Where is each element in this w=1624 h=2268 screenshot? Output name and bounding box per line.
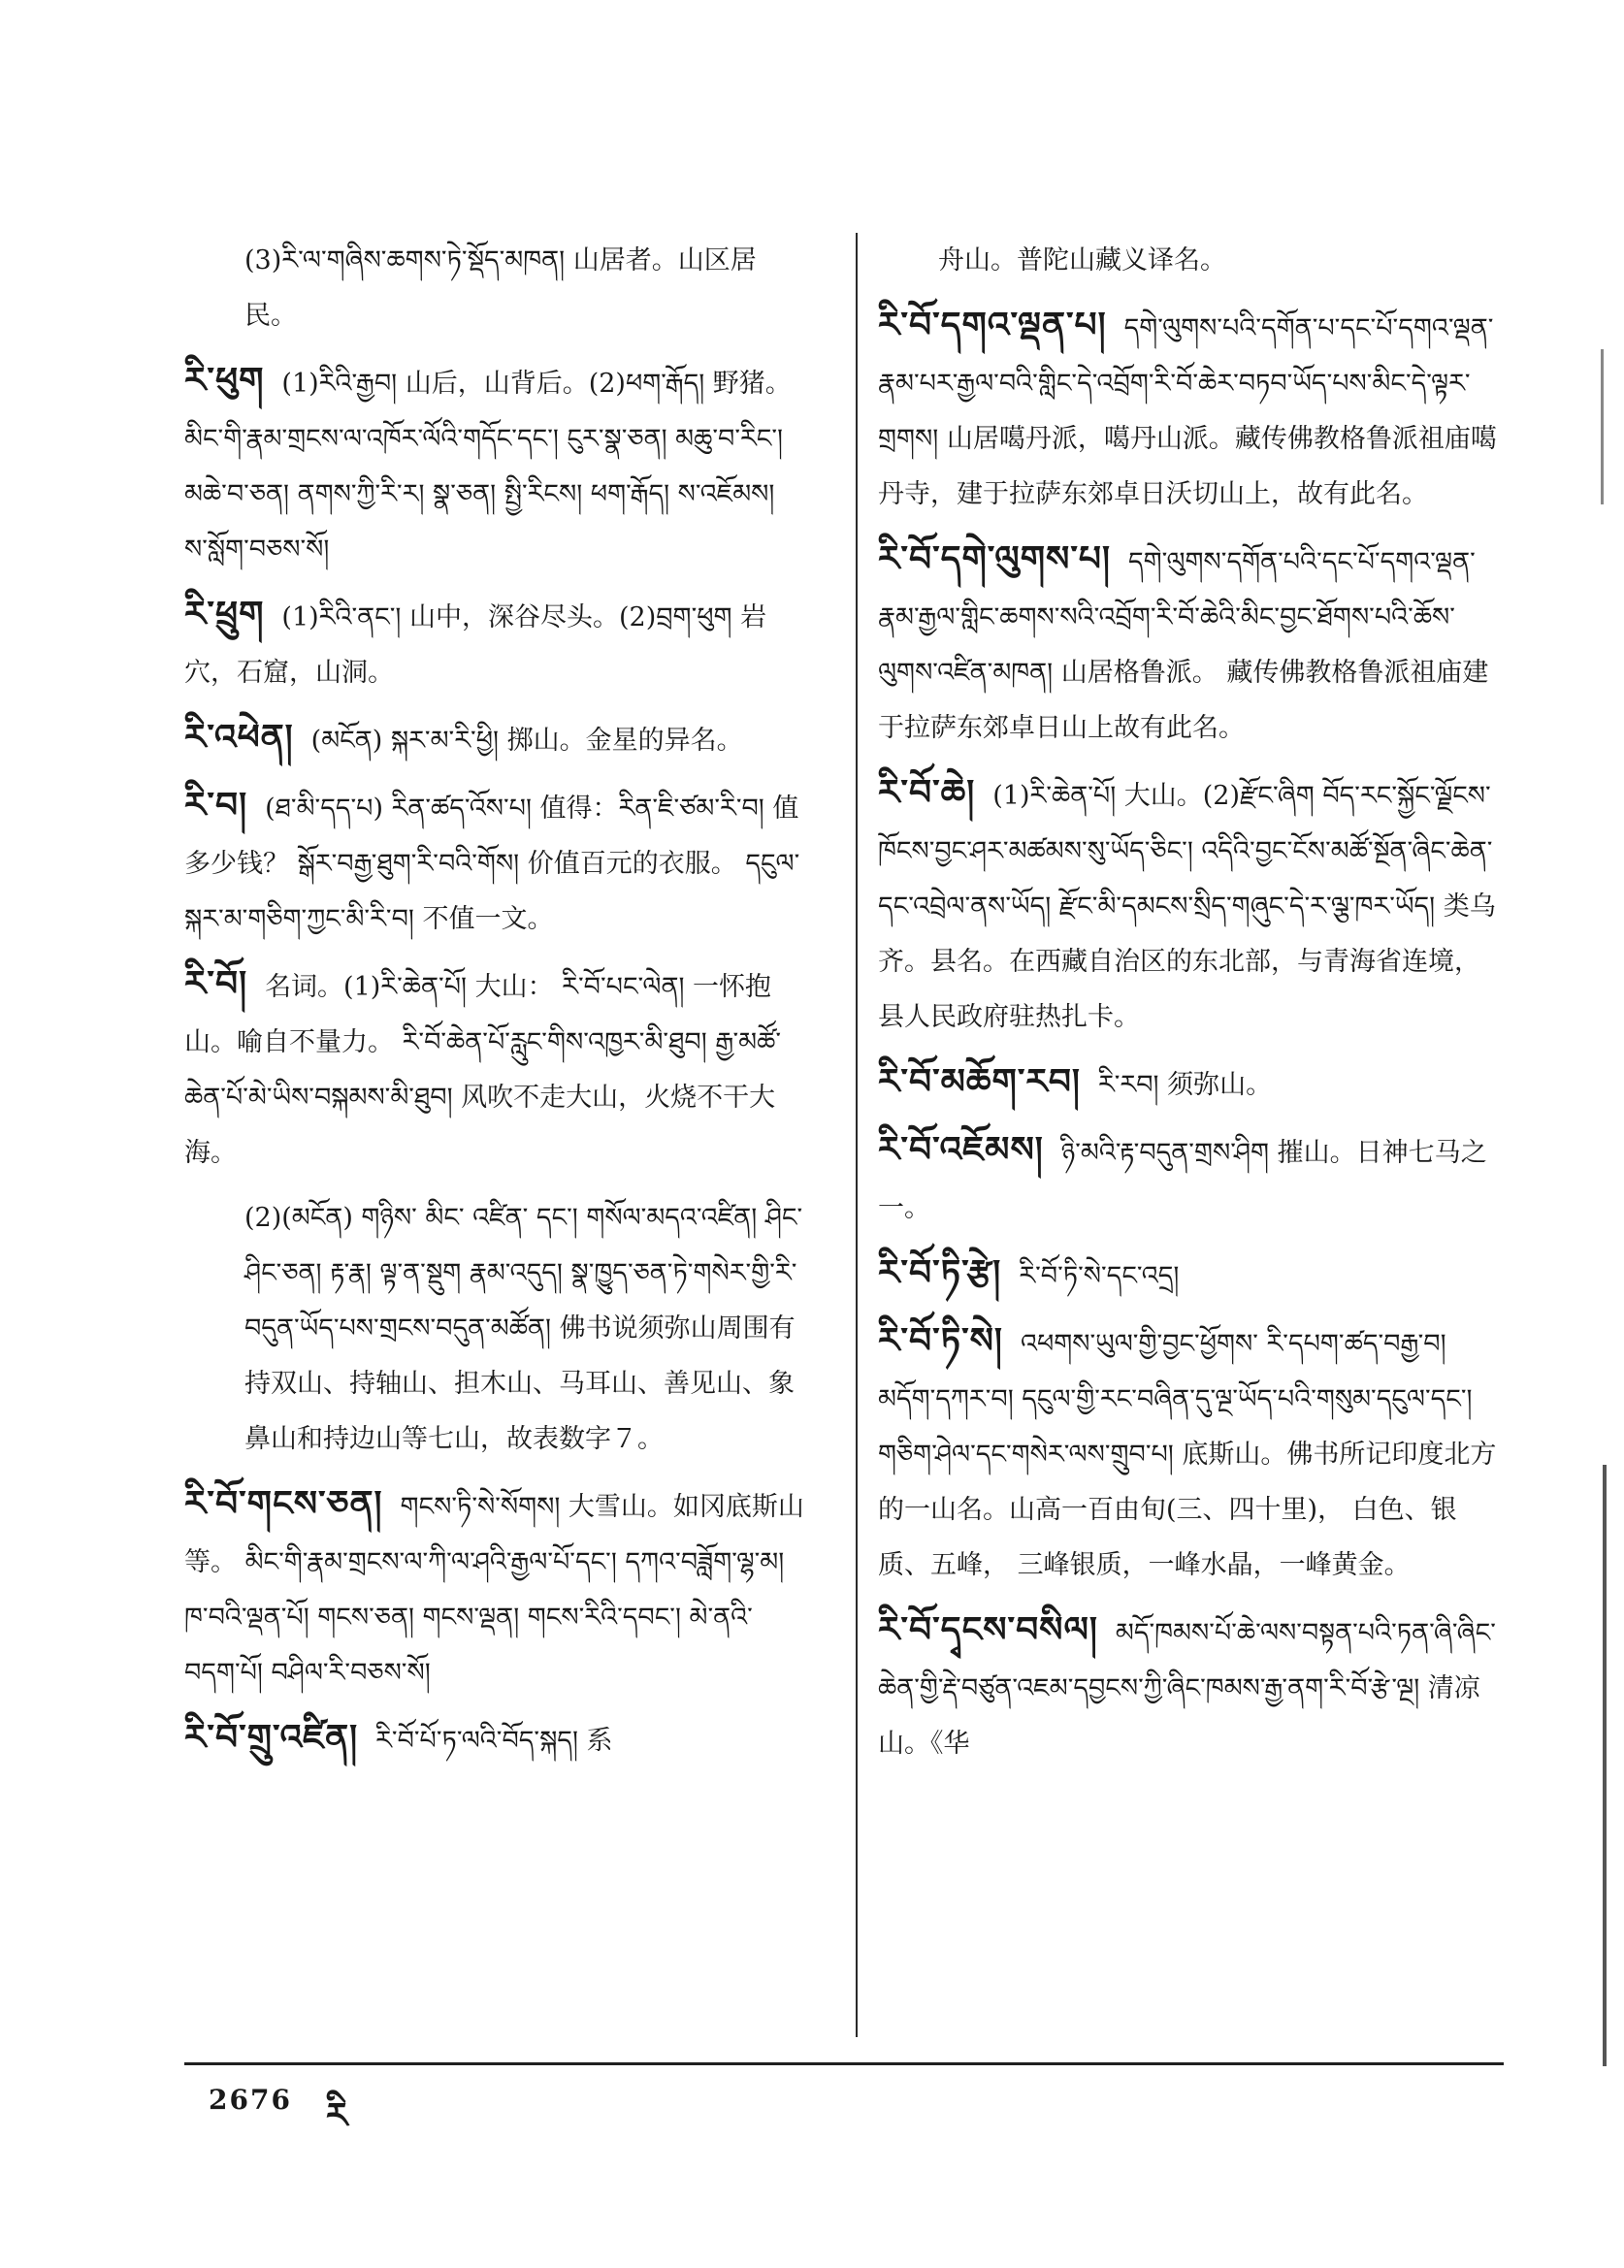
entry-headword: རི་བོ་ཏི་སེ། [878,1320,1003,1361]
dictionary-entry [878,1054,1499,1113]
dictionary-entry [878,1246,1499,1304]
entry-definition: ཉི་མའི་རྟ་བདུན་གྲས་ཤིག 摧山。日神七马之一。 [878,1138,1487,1223]
dictionary-entry [184,1476,805,1701]
entry-definition: 名词。(1)རི་ཆེན་པོ། 大山： རི་བོ་པང་ལེན། 一怀抱山。喻自不量力。 རི་བོ་ཆེན་པོ་རླུང་གིས་འཁྱར་མི་ཐུབ། རྒྱ་མཚོ་ཆེན་པོ་མེ་ཡིས་བསྐམས་མི་ཐུབ། 风吹不走大山，火烧不干大海。 [184,972,781,1168]
dictionary-entry [244,1190,805,1467]
entry-definition: རི་བོ་ཏི་སེ་དང་འདྲ། [1019,1261,1180,1291]
page-number: 2676 [209,2084,292,2116]
entry-definition: (1)རིའི་ནང་། 山中，深谷尽头。(2)བྲག་ཕུག 岩穴，石窟，山洞。 [184,602,767,688]
entry-headword: རི་འཕེན། [184,717,294,758]
dictionary-entry [184,710,805,768]
entry-definition: 舟山。普陀山藏义译名。 [938,245,1226,275]
entry-headword: རི་བོ་དགེ་ལུགས་པ། [878,538,1111,579]
dictionary-entry [878,1313,1499,1593]
entry-headword: རི་བོ་ཏི་རྩེ། [878,1252,1002,1293]
dictionary-entry [184,1710,805,1768]
entry-definition: (མངོན) སྐར་མ་རི་ཕྱི། 掷山。金星的异名。 [310,726,743,756]
entry-definition: དགེ་ལུགས་པའི་དགོན་པ་དང་པོ་དགའ་ལྡན་རྣམ་པར་རྒྱལ་བའི་གླིང་དེ་འབྲོག་རི་བོ་ཆེར་བཏབ་ཡོད་པས་མིང་དེ་ལྟར་གྲགས། 山居噶丹派，噶丹山派。藏传佛教格鲁派祖庙噶丹寺，建于拉萨东郊卓日沃切山上，故有此名。 [878,313,1497,509]
entry-headword: རི་བོ་འཇོམས། [878,1129,1044,1170]
dictionary-entry [184,353,805,577]
dictionary-entry [878,1122,1499,1236]
dictionary-entry [878,765,1499,1045]
right-column [878,233,1499,1781]
dictionary-entry [184,956,805,1181]
entry-definition: མདོ་ཁམས་པོ་ཆེ་ལས་བསྟན་པའི་ཏན་ཞི་ཞིང་ཆེན་གྱི་རྡེ་བཙུན་འཇམ་དབྱངས་ཀྱི་ཞིང་ཁམས་རྒྱ་ནག་རི་བོ་རྩེ་ལྔ། 清凉山。《华 [878,1618,1496,1759]
dictionary-entry [938,233,1499,288]
dictionary-entry [878,298,1499,522]
left-column [184,233,805,1778]
entry-definition: (1)རི་ཆེན་པོ། 大山。(2)རྫོང་ཞིག བོད་རང་སྐྱོང་ལྗོངས་ཁོངས་བྱང་ཤར་མཚམས་སུ་ཡོད་ཅིང་། འདིའི་བྱང་ངོས་མཚོ་སྔོན་ཞིང་ཆེན་དང་འབྲེལ་ནས་ཡོད། རྫོང་མི་དམངས་སྲིད་གཞུང་དེ་ར་ལྕ་ཁར་ཡོད། 类乌齐。县名。在西藏自治区的东北部，与青海省连境，县人民政府驻热扎卡。 [878,781,1496,1032]
scan-edge-mark [1603,1465,1607,2066]
entry-headword: རི་བོ་དགའ་ལྡན་པ། [878,305,1107,345]
entry-headword: རི་བོ་ཆེ། [878,772,976,813]
footer-rule [184,2062,1504,2065]
entry-definition: གངས་ཏི་སེ་སོགས། 大雪山。如冈底斯山等。 མིང་གི་རྣམ་གྲངས་ལ་ཀི་ལ་ཤའི་རྒྱལ་པོ་དང་། དཀའ་བཟློག་ལྷ་མ། ཁ་བའི་ལྡན་པོ། གངས་ཅན། གངས་ལྡན། གངས་རིའི་དབང་། མེ་ནའི་བདག་པོ། བཤིལ་རི་བཅས་སོ། [184,1492,804,1688]
running-head: རི [326,2095,348,2136]
entry-headword: རི་བོ་གྲུ་འཛིན། [184,1717,359,1758]
entry-headword: རི་བོ་མཆོག་རབ། [878,1061,1081,1102]
entry-headword: རི་བོ། [184,963,248,1004]
dictionary-entry [244,233,805,343]
dictionary-entry [878,532,1499,756]
entry-definition: འཕགས་ཡུལ་གྱི་བྱང་ཕྱོགས་ རི་དཔག་ཚད་བརྒྱ་བ། མདོག་དཀར་བ། དངུལ་གྱི་རང་བཞིན་དུ་ལྔ་ཡོད་པའི་གསུམ་དངུལ་དང་། གཅིག་ཤེལ་དང་གསེར་ལས་གྲུབ་པ། 底斯山。佛书所记印度北方的一山名。山高一百由旬(三、四十里)， 白色、银质、五峰， 三峰银质，一峰水晶，一峰黄金。 [878,1329,1497,1580]
column-divider [856,233,858,2037]
entry-definition: དགེ་ལུགས་དགོན་པའི་དང་པོ་དགའ་ལྡན་རྣམ་རྒྱལ་གླིང་ཆགས་སའི་འབྲོག་རི་བོ་ཆེའི་མིང་བྱང་ཐོགས་པའི་ཆོས་ལུགས་འཛིན་མཁན། 山居格鲁派。 藏传佛教格鲁派祖庙建于拉萨东郊卓日山上故有此名。 [878,547,1489,743]
entry-definition: རི་རབ། 须弥山。 [1097,1070,1273,1100]
dictionary-entry [878,1603,1499,1771]
entry-headword: རི་བོ་དྭངས་བསིལ། [878,1609,1098,1650]
entry-definition: (3)རི་ལ་གཞིས་ཆགས་ཏེ་སྡོད་མཁན། 山居者。山区居民。 [244,245,757,331]
dictionary-entry [184,587,805,700]
entry-headword: རི་བོ་གངས་ཅན། [184,1483,383,1524]
entry-headword: རི་ཕྲུག [184,594,265,634]
entry-definition: རི་བོ་པོ་ཏ་ལའི་བོད་སྐད། 系 [375,1726,613,1756]
dictionary-entry [184,778,805,947]
entry-definition: (ཐ་མི་དད་པ) རིན་ཚད་འོས་པ། 值得：རིན་ཇི་ཙམ་རི་བ། 值多少钱？ སྒོར་བརྒྱ་ཐུག་རི་བའི་གོས། 价值百元的衣服。 དངུལ་སྐར་མ་གཅིག་ཀྱང་མི་རི་བ། 不值一文。 [184,794,800,934]
entry-headword: རི་བ། [184,785,248,826]
entry-definition: (1)རིའི་རྒྱབ། 山后，山背后。(2)ཕག་རྒོད། 野猪。 མིང་གི་རྣམ་གྲངས་ལ་འཁོར་ལོའི་གདོང་དང་། ངུར་སྣ་ཅན། མཆུ་བ་རིང་། མཆེ་བ་ཅན། ནགས་ཀྱི་རི་ར། སྣ་ཅན། སྤྱི་རིངས། ཕག་རྒོད། ས་འཇོམས། ས་སློག་བཅས་སོ། [184,369,792,565]
scan-edge-mark [1601,349,1604,504]
entry-definition: (2)(མངོན) གཉིས་ མིང་ འཛིན་ དང་། གསོལ་མདའ་འཛིན། ཤིང་ཤིང་ཅན། རྟ་རྣ། ལྟ་ན་སྡུག རྣམ་འདུད། སྣ་ཁྱུད་ཅན་ཏེ་གསེར་གྱི་རི་བདུན་ཡོད་པས་གྲངས་བདུན་མཚོན། 佛书说须弥山周围有持双山、持轴山、担木山、马耳山、善见山、象鼻山和持边山等七山，故表数字７。 [244,1203,803,1454]
entry-headword: རི་ཕུག [184,360,265,401]
